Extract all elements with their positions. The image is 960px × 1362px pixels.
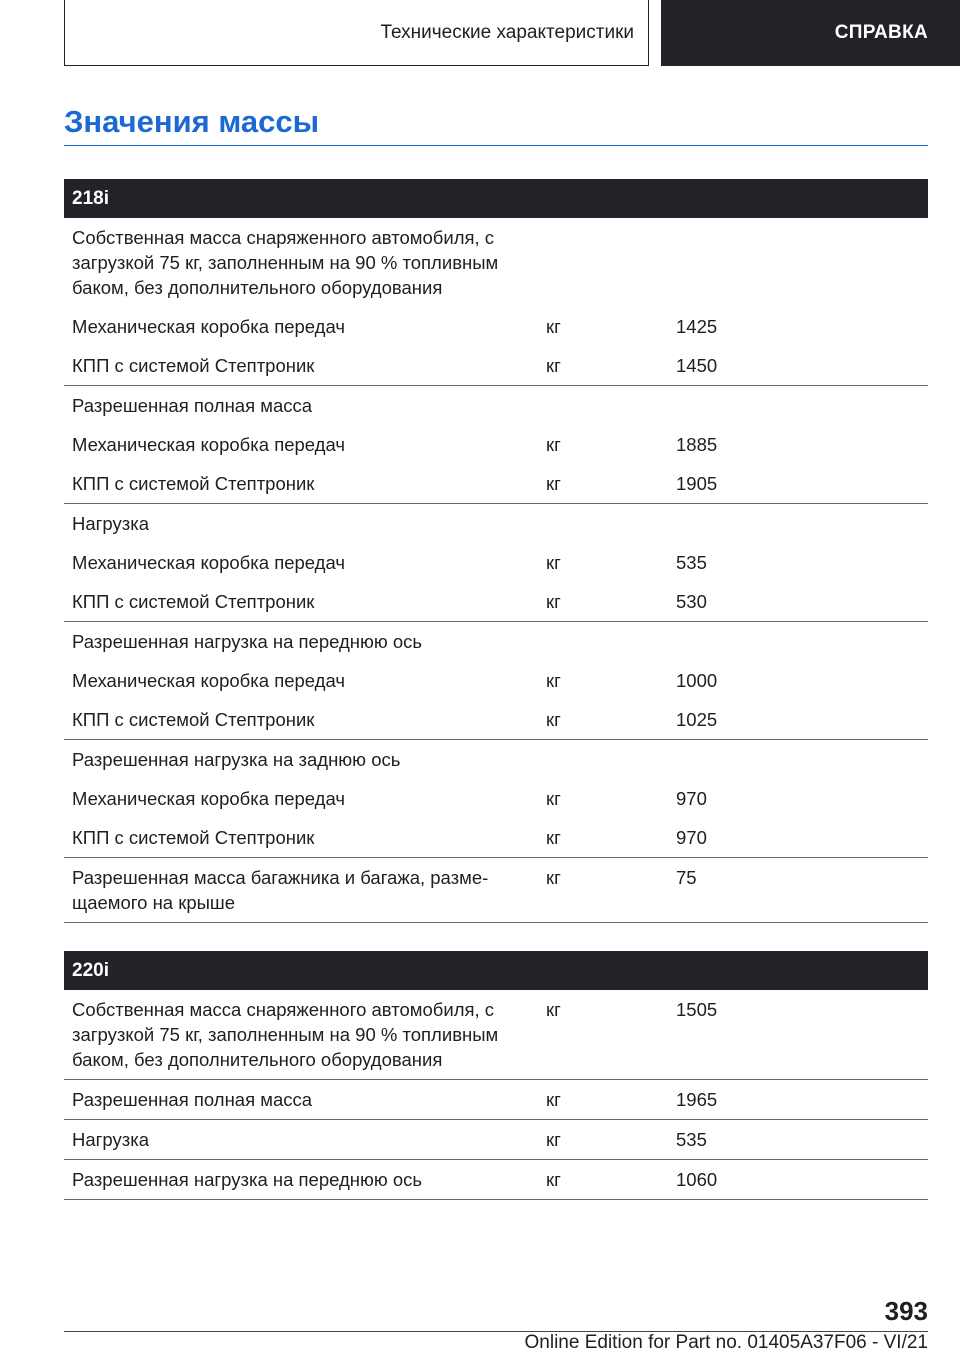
row-unit: кг xyxy=(546,670,561,691)
row-label: КПП с системой Стептроник xyxy=(72,355,315,376)
section-heading: 218i xyxy=(64,179,928,218)
table-row xyxy=(64,700,928,732)
row-label: КПП с системой Стептроник xyxy=(72,827,315,848)
table-group xyxy=(64,504,928,622)
table-row xyxy=(64,818,928,850)
table-row xyxy=(64,622,928,661)
table-row xyxy=(64,858,928,915)
table-row xyxy=(64,504,928,543)
table-group xyxy=(64,218,928,386)
row-value xyxy=(676,225,928,300)
row-value xyxy=(676,393,928,418)
row-label: Разрешенная нагрузка на переднюю ось xyxy=(72,1169,423,1190)
row-value: 1965 xyxy=(676,1089,718,1110)
row-label: Разрешенная масса багажника и багажа, разме- щаемого на крыше xyxy=(72,867,489,913)
table-row xyxy=(64,307,928,346)
row-value: 970 xyxy=(676,788,707,809)
row-unit: кг xyxy=(546,709,561,730)
row-unit: кг xyxy=(546,473,561,494)
row-unit: кг xyxy=(546,867,561,888)
chapter-tab[interactable] xyxy=(661,0,960,66)
row-value xyxy=(676,511,928,536)
footer-edition: Online Edition for Part no. 01405A37F06 - VI/21 xyxy=(524,1332,928,1353)
row-label: Нагрузка xyxy=(72,513,149,534)
table-row xyxy=(64,346,928,378)
chapter-label: СПРАВКА xyxy=(834,22,928,43)
row-value: 535 xyxy=(676,552,707,573)
section-220i xyxy=(64,951,928,1200)
page-number: 393 xyxy=(884,1296,928,1326)
row-unit xyxy=(546,511,676,536)
row-label: КПП с системой Стептроник xyxy=(72,473,315,494)
table-row xyxy=(64,1160,928,1192)
row-unit: кг xyxy=(546,827,561,848)
row-value xyxy=(676,629,928,654)
row-value: 75 xyxy=(676,867,697,888)
row-unit xyxy=(546,747,676,772)
section-title: Технические характеристики xyxy=(380,21,634,43)
table-row xyxy=(64,779,928,818)
row-value: 1060 xyxy=(676,1169,718,1190)
page-title: Значения массы xyxy=(64,104,320,139)
section-heading: 220i xyxy=(64,951,928,990)
row-unit: кг xyxy=(546,552,561,573)
row-value: 1425 xyxy=(676,316,718,337)
row-unit: кг xyxy=(546,999,561,1020)
row-label: Разрешенная полная масса xyxy=(72,395,313,416)
row-label: Механическая коробка передач xyxy=(72,670,345,691)
row-label: Собственная масса снаряженного автомобиля, с загрузкой 75 кг, заполненным на 90 % топливным баком, без дополнительного оборудования xyxy=(72,227,499,298)
table-row xyxy=(64,582,928,614)
section-218i xyxy=(64,179,928,923)
table-group xyxy=(64,386,928,504)
table-group xyxy=(64,858,928,923)
row-unit: кг xyxy=(546,1129,561,1150)
row-unit: кг xyxy=(546,1169,561,1190)
row-value: 1905 xyxy=(676,473,718,494)
table-row xyxy=(64,1080,928,1112)
row-label: Механическая коробка передач xyxy=(72,788,345,809)
row-value: 530 xyxy=(676,591,707,612)
row-unit: кг xyxy=(546,1089,561,1110)
row-label: Нагрузка xyxy=(72,1129,149,1150)
row-value: 1885 xyxy=(676,434,718,455)
row-unit: кг xyxy=(546,355,561,376)
row-label: КПП с системой Стептроник xyxy=(72,709,315,730)
table-group xyxy=(64,1120,928,1160)
row-value: 1025 xyxy=(676,709,718,730)
row-value: 1000 xyxy=(676,670,718,691)
table-group xyxy=(64,990,928,1080)
row-label: Механическая коробка передач xyxy=(72,316,345,337)
table-group xyxy=(64,1160,928,1200)
table-row xyxy=(64,740,928,779)
row-value: 970 xyxy=(676,827,707,848)
table-row xyxy=(64,1120,928,1152)
row-value xyxy=(676,747,928,772)
table-group xyxy=(64,622,928,740)
row-value: 1505 xyxy=(676,999,718,1020)
row-label: Разрешенная нагрузка на переднюю ось xyxy=(72,631,423,652)
row-unit xyxy=(546,393,676,418)
title-divider xyxy=(64,145,928,146)
table-row xyxy=(64,425,928,464)
table-row xyxy=(64,543,928,582)
row-unit: кг xyxy=(546,591,561,612)
row-value: 1450 xyxy=(676,355,718,376)
table-row xyxy=(64,990,928,1072)
table-row xyxy=(64,386,928,425)
row-label: Механическая коробка передач xyxy=(72,552,345,573)
table-row xyxy=(64,661,928,700)
row-unit: кг xyxy=(546,788,561,809)
row-value: 535 xyxy=(676,1129,707,1150)
row-label: КПП с системой Стептроник xyxy=(72,591,315,612)
row-label: Механическая коробка передач xyxy=(72,434,345,455)
row-unit: кг xyxy=(546,316,561,337)
table-row xyxy=(64,218,928,307)
row-unit xyxy=(546,629,676,654)
row-unit xyxy=(546,225,676,300)
table-group xyxy=(64,1080,928,1120)
row-unit: кг xyxy=(546,434,561,455)
table-row xyxy=(64,464,928,496)
section-header xyxy=(64,0,649,66)
table-group xyxy=(64,740,928,858)
row-label: Собственная масса снаряженного автомобиля, с загрузкой 75 кг, заполненным на 90 % топливным баком, без дополнительного оборудования xyxy=(72,999,499,1070)
row-label: Разрешенная полная масса xyxy=(72,1089,313,1110)
row-label: Разрешенная нагрузка на заднюю ось xyxy=(72,749,401,770)
